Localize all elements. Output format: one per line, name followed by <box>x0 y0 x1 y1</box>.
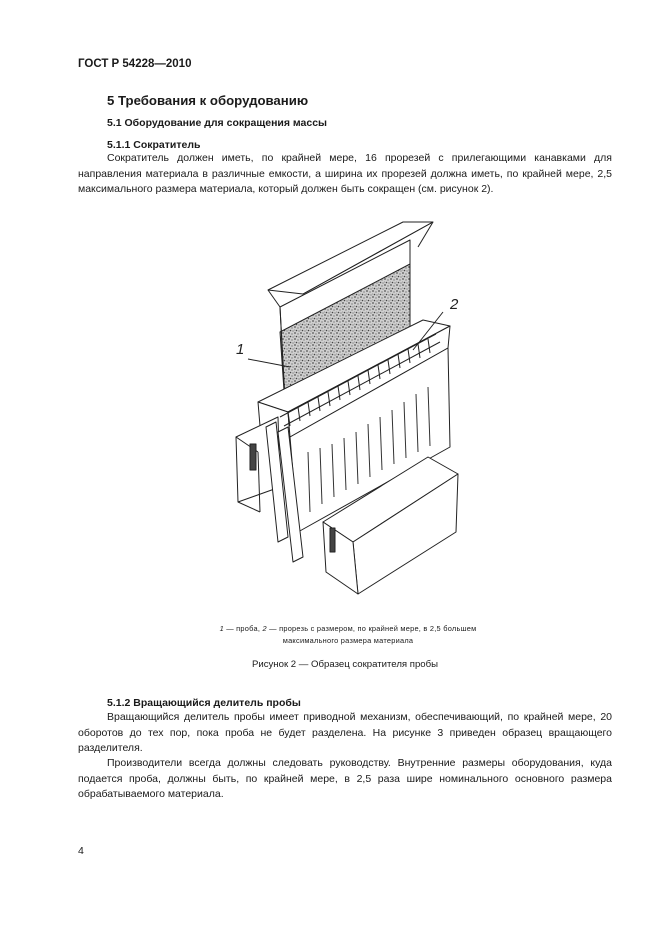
figure-caption: Рисунок 2 — Образец сократителя пробы <box>251 659 439 670</box>
subsection-title: 5.1 Оборудование для сокращения массы <box>107 117 328 129</box>
figure-legend <box>198 623 498 647</box>
item-5-1-2-paragraph-2: Производители всегда должны следовать руководству. Внутренние размеры оборудования, куда подается проба, должны быть, по крайней мере, в 2,5 раза шире номинального основного размера обрабатываемого материала. <box>78 757 612 800</box>
figure-sample-divider <box>228 212 478 602</box>
item-5-1-2-paragraph-1: Вращающийся делитель пробы имеет приводной механизм, обеспечивающий, по крайней мере, 20 оборотов до тех пор, пока проба не будет разделена. На рисунке 3 приведен образец вращающего разделителя. <box>78 711 612 754</box>
page-number: 4 <box>78 845 84 857</box>
figure-label-1: 1 <box>236 341 245 358</box>
item-5-1-2-title: 5.1.2 Вращающийся делитель пробы <box>107 697 301 709</box>
legend-line-2: максимального размера материала <box>282 636 414 645</box>
figure-label-2: 2 <box>450 296 459 313</box>
legend-num-1: 1 <box>219 624 224 633</box>
legend-text-1: — проба, <box>223 624 261 633</box>
legend-text-2: — прорезь с размером, по крайней мере, в 2,5 большем <box>266 624 477 633</box>
legend-line-1 <box>198 623 498 635</box>
item-5-1-1-title: 5.1.1 Сократитель <box>107 139 201 151</box>
item-5-1-1-paragraph: Сократитель должен иметь, по крайней мере, 16 прорезей с прилегающими канавками для направления материала в различные емкости, а ширина их прорезей должна иметь, по крайней мере, 2,5 максимального размера материала, который должен быть сокращен (см. рисунок 2). <box>78 152 612 195</box>
document-header: ГОСТ Р 54228—2010 <box>78 58 192 70</box>
legend-num-2: 2 <box>262 624 267 633</box>
section-title: 5 Требования к оборудованию <box>107 93 309 108</box>
